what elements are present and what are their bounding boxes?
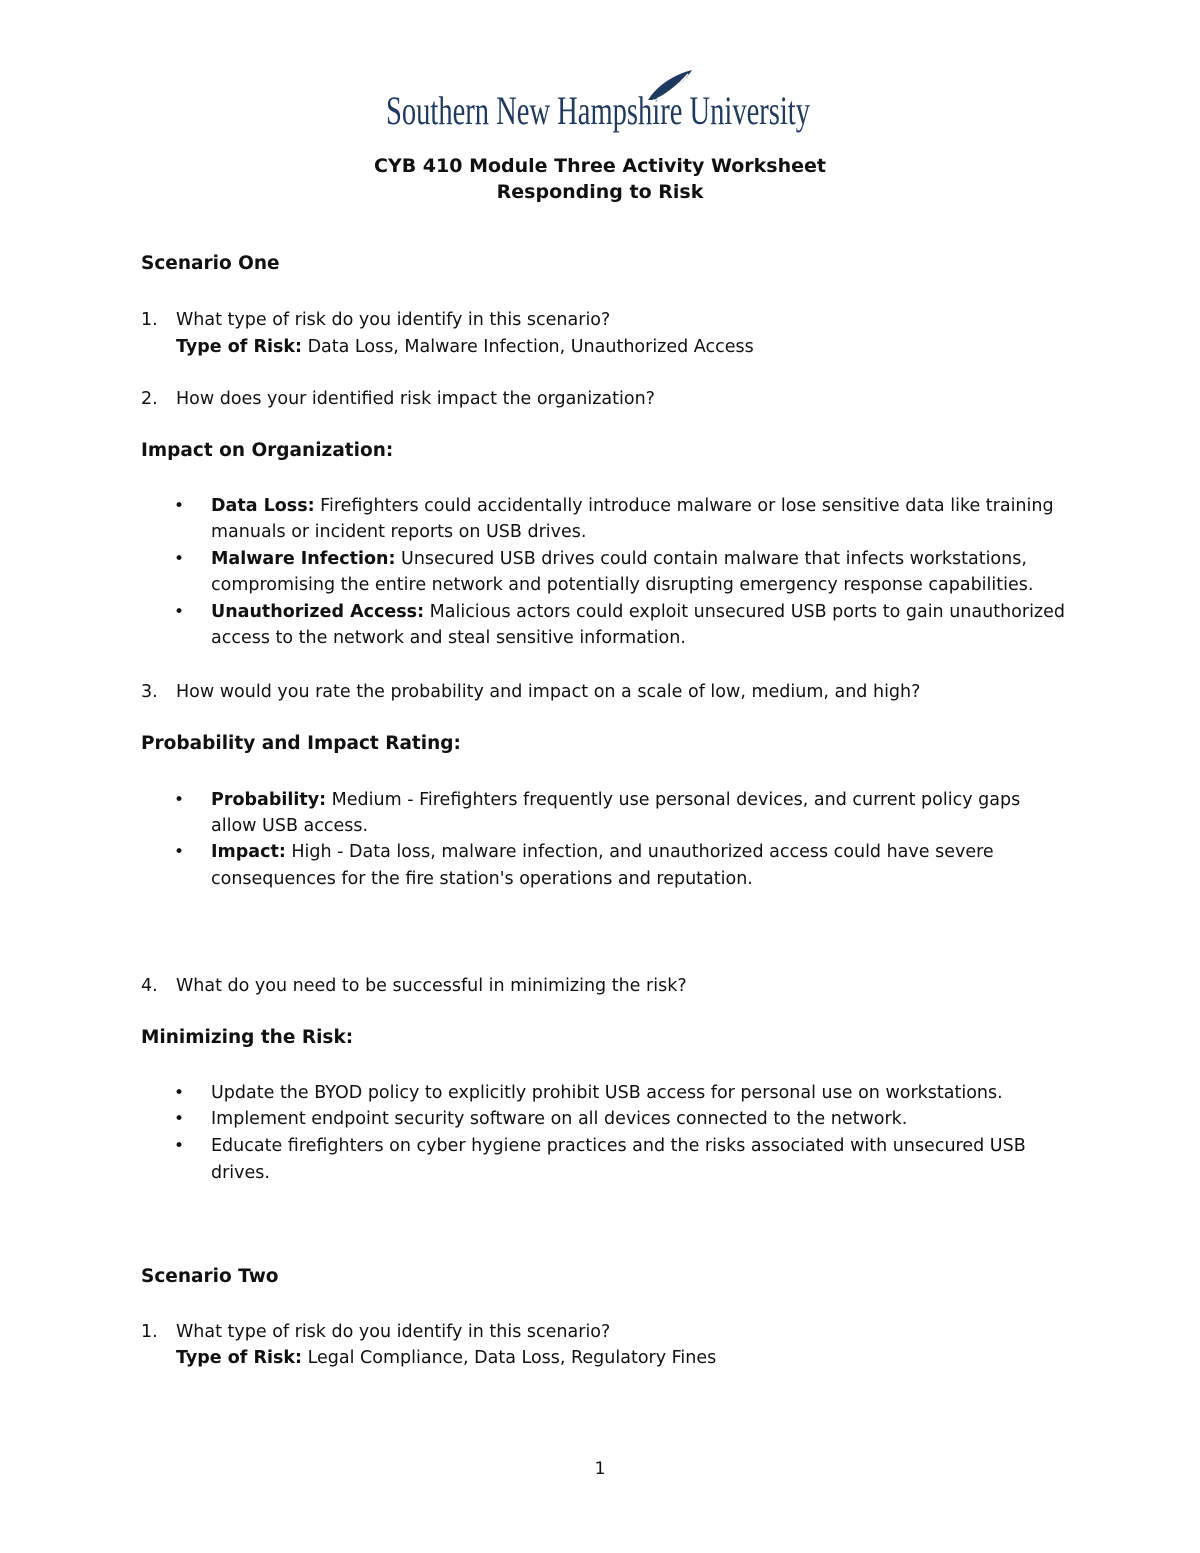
answer-text: Data Loss, Malware Infection, Unauthorized Access (302, 337, 754, 357)
answer-line (176, 334, 754, 360)
item-label: Malware Infection: (211, 549, 396, 569)
question-text: How does your identified risk impact the organization? (176, 389, 655, 409)
item-label: Probability: (211, 790, 327, 810)
answer-text: Legal Compliance, Data Loss, Regulatory Fines (302, 1348, 717, 1368)
document-title: CYB 410 Module Three Activity Worksheet (374, 155, 826, 177)
question-number: 2. (141, 389, 158, 409)
item-label: Unauthorized Access: (211, 602, 425, 622)
list-item: Probability: Medium - Firefighters frequently use personal devices, and current policy gaps (211, 790, 1021, 810)
page-number: 1 (594, 1459, 606, 1479)
bullet: • (174, 842, 185, 862)
university-logo (386, 66, 816, 138)
document-subtitle: Responding to Risk (496, 181, 704, 203)
list-item: Educate firefighters on cyber hygiene practices and the risks associated with unsecured USB (211, 1136, 1026, 1156)
list-item: Implement endpoint security software on all devices connected to the network. (211, 1109, 908, 1129)
list-item-continuation: manuals or incident reports on USB drives. (211, 522, 587, 542)
item-label: Data Loss: (211, 496, 315, 516)
question-text: How would you rate the probability and impact on a scale of low, medium, and high? (176, 682, 921, 702)
bullet: • (174, 496, 185, 516)
svg-text:Southern New Hampshire Univers: Southern New Hampshire University (386, 88, 810, 133)
list-item-continuation: compromising the entire network and potentially disrupting emergency response capabilities. (211, 575, 1034, 595)
answer-label: Type of Risk: (176, 337, 303, 357)
bullet: • (174, 1083, 185, 1103)
scenario-one-heading: Scenario One (141, 253, 280, 274)
question-text: What type of risk do you identify in this scenario? (176, 1322, 611, 1342)
answer-line (176, 1345, 716, 1371)
question-text: What do you need to be successful in minimizing the risk? (176, 976, 687, 996)
question-text: What type of risk do you identify in this scenario? (176, 310, 611, 330)
question-number: 3. (141, 682, 158, 702)
list-item-continuation: consequences for the fire station's operations and reputation. (211, 869, 753, 889)
list-item: Unauthorized Access: Malicious actors could exploit unsecured USB ports to gain unauthorized (211, 602, 1065, 622)
list-item: Malware Infection: Unsecured USB drives could contain malware that infects workstations, (211, 549, 1027, 569)
bullet: • (174, 549, 185, 569)
bullet: • (174, 790, 185, 810)
scenario-two-heading: Scenario Two (141, 1266, 279, 1287)
list-item: Impact: High - Data loss, malware infection, and unauthorized access could have severe (211, 842, 994, 862)
impact-heading: Impact on Organization: (141, 440, 394, 461)
list-item: Update the BYOD policy to explicitly prohibit USB access for personal use on workstations. (211, 1083, 1003, 1103)
list-item-continuation: drives. (211, 1163, 270, 1183)
list-item-continuation: access to the network and steal sensitive information. (211, 628, 686, 648)
question-number: 4. (141, 976, 158, 996)
answer-label: Type of Risk: (176, 1348, 303, 1368)
list-item-continuation: allow USB access. (211, 816, 369, 836)
rating-heading: Probability and Impact Rating: (141, 733, 461, 754)
question-number: 1. (141, 1322, 158, 1342)
question-number: 1. (141, 310, 158, 330)
bullet: • (174, 1136, 185, 1156)
list-item: Data Loss: Firefighters could accidentally introduce malware or lose sensitive data like training (211, 496, 1054, 516)
minimize-heading: Minimizing the Risk: (141, 1027, 354, 1048)
item-label: Impact: (211, 842, 286, 862)
bullet: • (174, 602, 185, 622)
bullet: • (174, 1109, 185, 1129)
